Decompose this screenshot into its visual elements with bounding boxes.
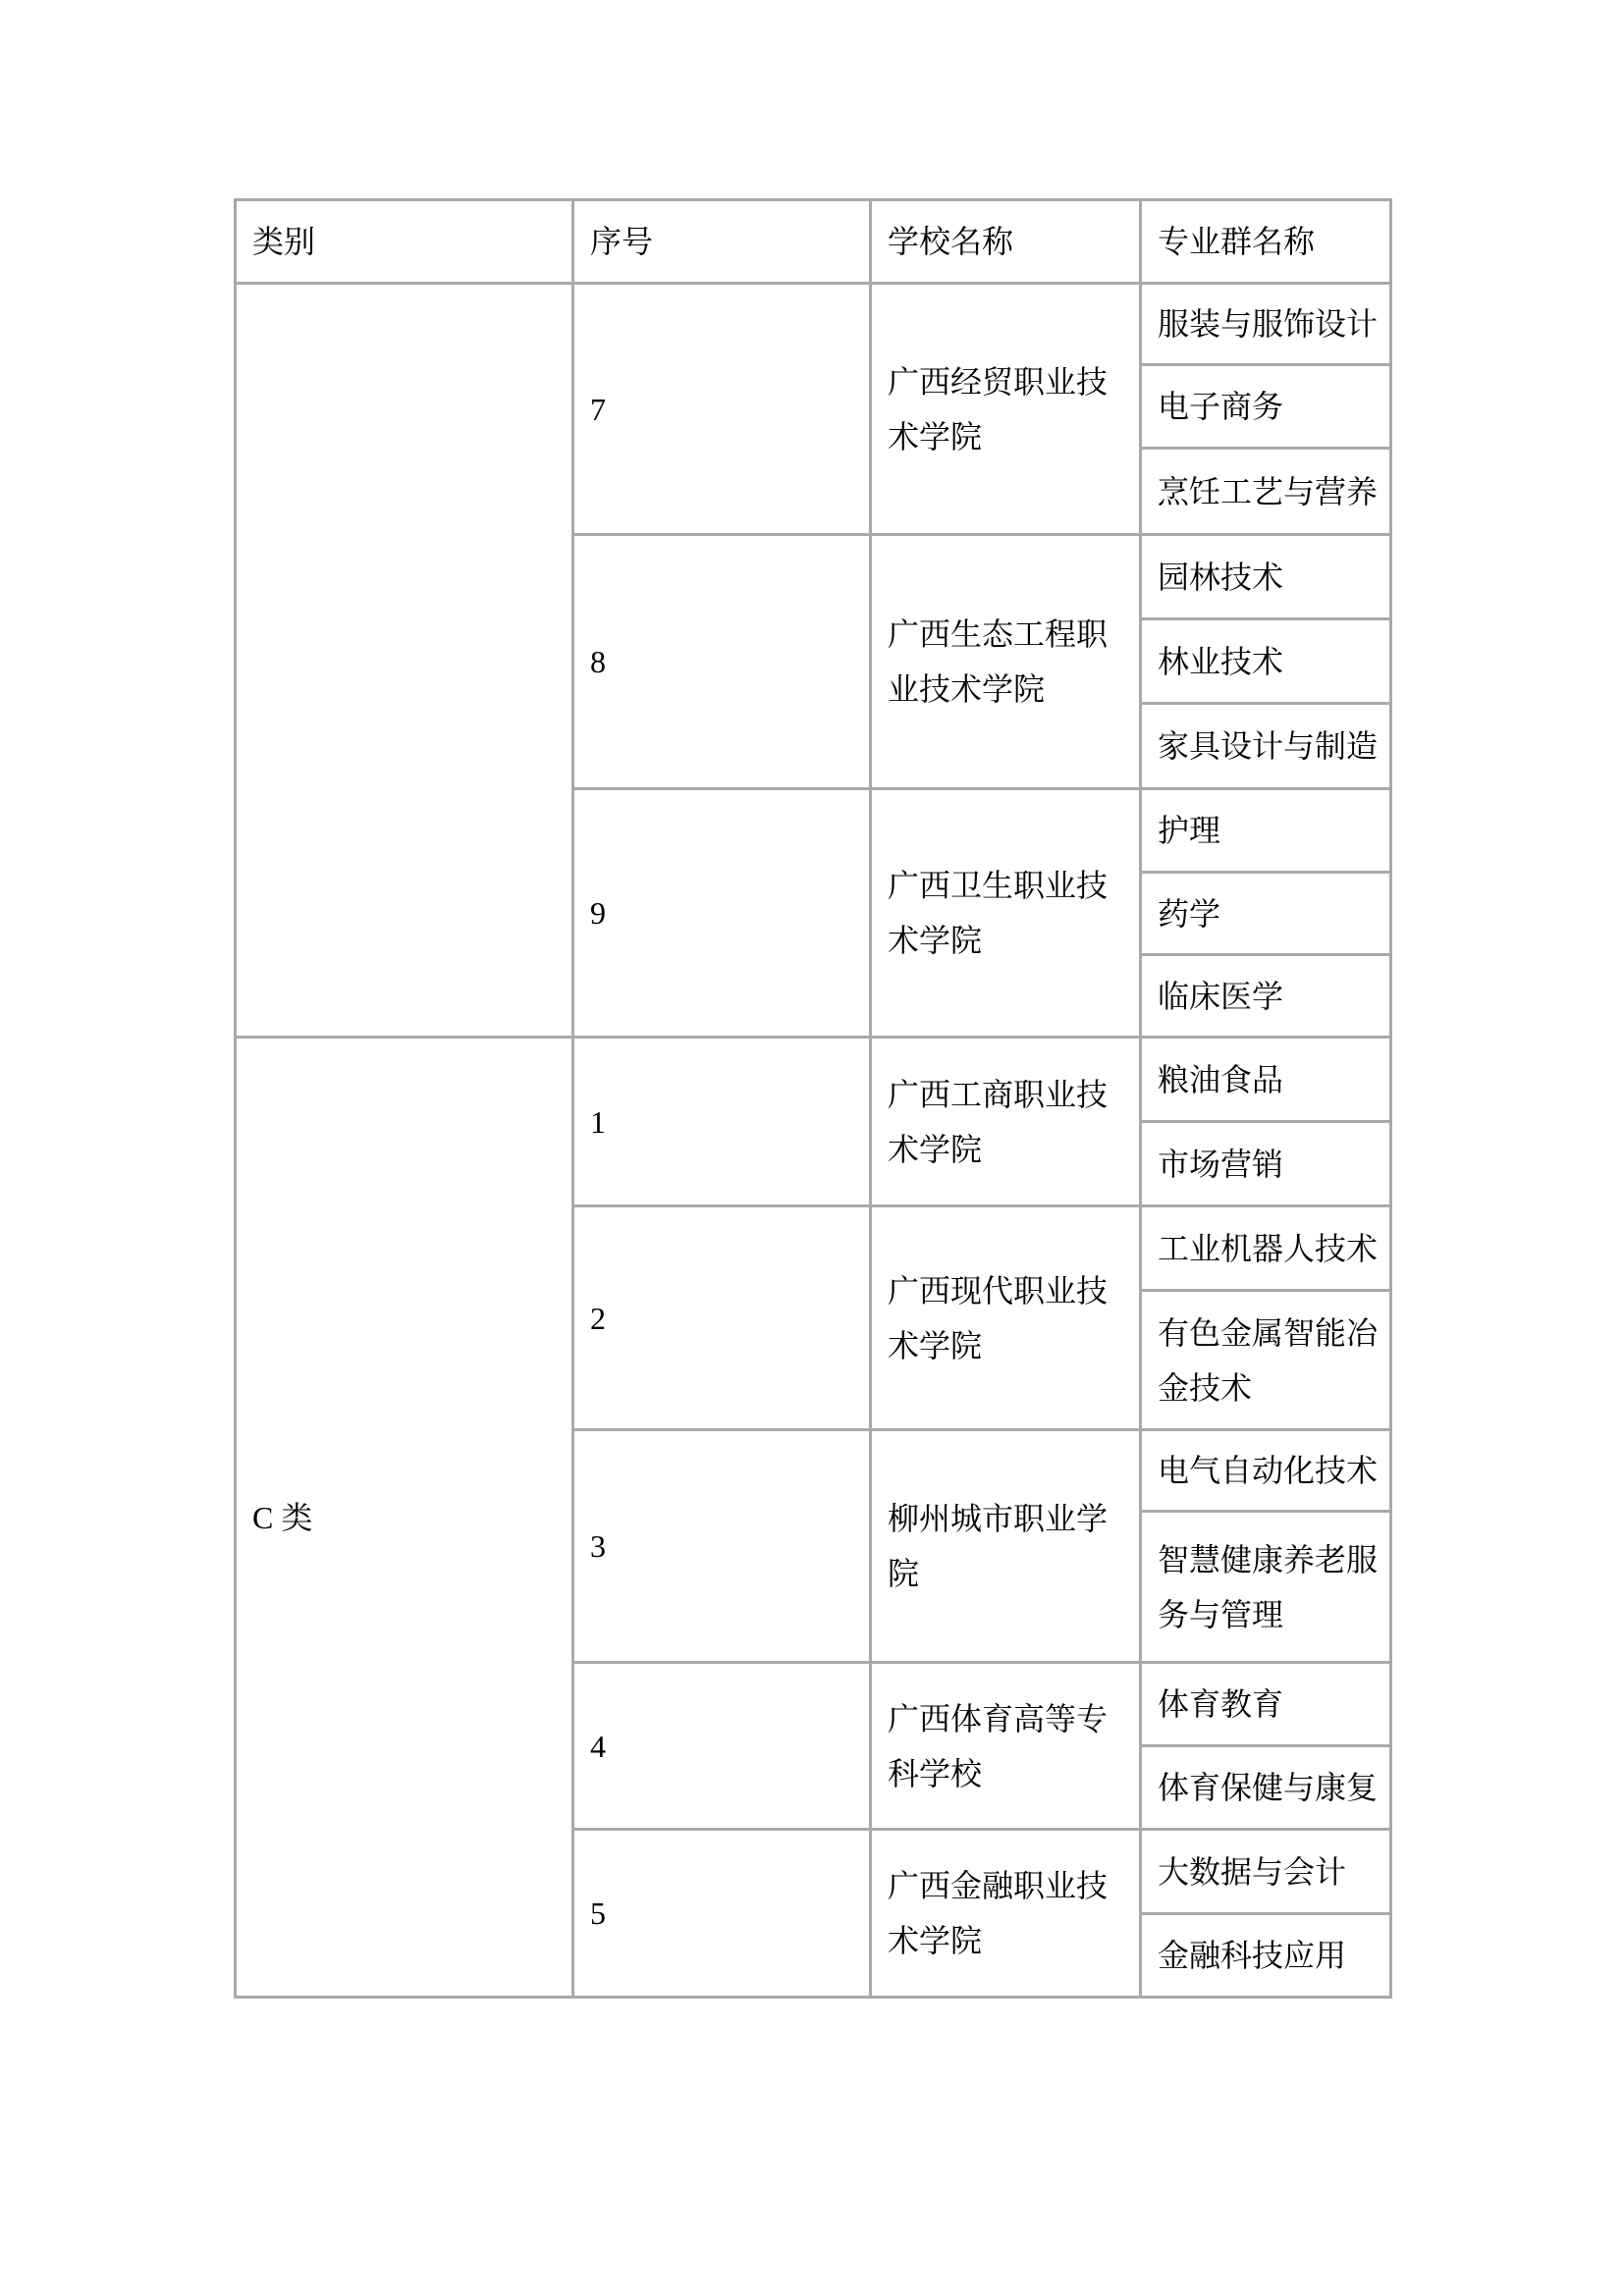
major-group-cell: 电子商务 bbox=[1141, 365, 1391, 449]
major-group-cell: 服装与服饰设计 bbox=[1141, 284, 1391, 365]
major-group-cell: 大数据与会计 bbox=[1141, 1830, 1391, 1914]
row-number-cell: 7 bbox=[573, 284, 871, 535]
row-number-cell: 8 bbox=[573, 535, 871, 789]
school-name-cell: 广西工商职业技术学院 bbox=[871, 1038, 1141, 1206]
major-group-cell: 药学 bbox=[1141, 873, 1391, 955]
major-group-cell: 园林技术 bbox=[1141, 535, 1391, 619]
table-row bbox=[236, 284, 1391, 365]
header-cell-no: 序号 bbox=[573, 200, 871, 284]
header-cell-school: 学校名称 bbox=[871, 200, 1141, 284]
header-row bbox=[236, 200, 1391, 284]
row-number-cell: 4 bbox=[573, 1663, 871, 1830]
table-header bbox=[236, 200, 1391, 284]
major-group-cell: 临床医学 bbox=[1141, 955, 1391, 1038]
row-number-cell: 9 bbox=[573, 789, 871, 1038]
category-cell: C 类 bbox=[236, 1038, 573, 1998]
major-group-cell: 金融科技应用 bbox=[1141, 1914, 1391, 1998]
school-name-cell: 广西体育高等专科学校 bbox=[871, 1663, 1141, 1830]
major-group-cell: 市场营销 bbox=[1141, 1122, 1391, 1206]
major-group-cell: 智慧健康养老服务与管理 bbox=[1141, 1512, 1391, 1663]
school-name-cell: 柳州城市职业学院 bbox=[871, 1430, 1141, 1663]
major-group-cell: 林业技术 bbox=[1141, 619, 1391, 704]
school-name-cell: 广西现代职业技术学院 bbox=[871, 1206, 1141, 1430]
major-group-cell: 家具设计与制造 bbox=[1141, 704, 1391, 789]
row-number-cell: 2 bbox=[573, 1206, 871, 1430]
major-group-cell: 烹饪工艺与营养 bbox=[1141, 449, 1391, 535]
major-group-cell: 工业机器人技术 bbox=[1141, 1206, 1391, 1291]
school-name-cell: 广西经贸职业技术学院 bbox=[871, 284, 1141, 535]
major-group-cell: 体育教育 bbox=[1141, 1663, 1391, 1746]
header-cell-major-group: 专业群名称 bbox=[1141, 200, 1391, 284]
major-group-cell: 粮油食品 bbox=[1141, 1038, 1391, 1122]
major-group-cell: 有色金属智能冶金技术 bbox=[1141, 1291, 1391, 1430]
table-row bbox=[236, 1038, 1391, 1122]
table-body bbox=[236, 284, 1391, 1998]
major-group-cell: 护理 bbox=[1141, 789, 1391, 873]
row-number-cell: 1 bbox=[573, 1038, 871, 1206]
header-cell-category: 类别 bbox=[236, 200, 573, 284]
school-name-cell: 广西金融职业技术学院 bbox=[871, 1830, 1141, 1998]
category-cell bbox=[236, 284, 573, 1038]
school-name-cell: 广西卫生职业技术学院 bbox=[871, 789, 1141, 1038]
school-name-cell: 广西生态工程职业技术学院 bbox=[871, 535, 1141, 789]
major-group-cell: 电气自动化技术 bbox=[1141, 1430, 1391, 1512]
major-group-cell: 体育保健与康复 bbox=[1141, 1746, 1391, 1830]
row-number-cell: 3 bbox=[573, 1430, 871, 1663]
schools-majors-table bbox=[234, 198, 1392, 1999]
row-number-cell: 5 bbox=[573, 1830, 871, 1998]
